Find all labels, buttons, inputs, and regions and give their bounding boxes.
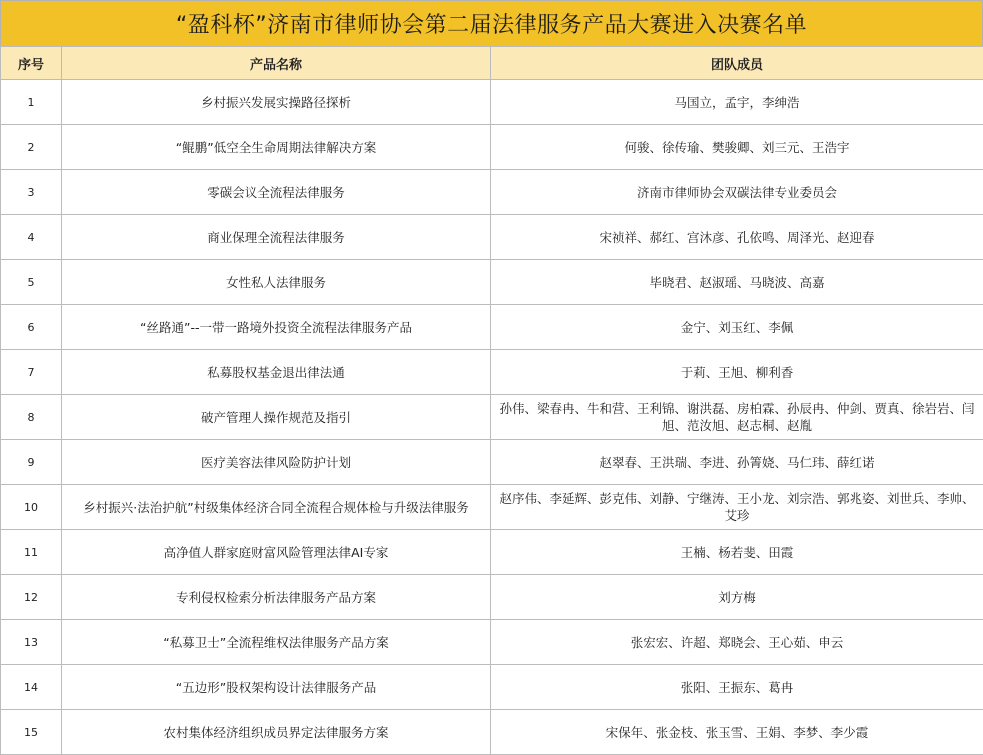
row-index[interactable]: 4 <box>1 215 62 260</box>
row-index[interactable]: 7 <box>1 350 62 395</box>
table-row <box>1 665 983 710</box>
product-name[interactable]: 零碳会议全流程法律服务 <box>62 170 491 215</box>
row-index[interactable]: 1 <box>1 80 62 125</box>
product-name[interactable]: 乡村振兴发展实操路径探析 <box>62 80 491 125</box>
table-row <box>1 125 983 170</box>
header-team-members[interactable]: 团队成员 <box>491 47 983 80</box>
product-name[interactable]: 商业保理全流程法律服务 <box>62 215 491 260</box>
table-row <box>1 260 983 305</box>
product-name[interactable]: “五边形”股权架构设计法律服务产品 <box>62 665 491 710</box>
table-row <box>1 80 983 125</box>
table-row <box>1 485 983 530</box>
product-name[interactable]: 高净值人群家庭财富风险管理法律AI专家 <box>62 530 491 575</box>
team-members[interactable]: 毕晓君、赵淑瑶、马晓波、高嘉 <box>491 260 983 305</box>
team-members[interactable]: 刘方梅 <box>491 575 983 620</box>
header-product-name[interactable]: 产品名称 <box>62 47 491 80</box>
table-row <box>1 170 983 215</box>
team-members[interactable]: 济南市律师协会双碳法律专业委员会 <box>491 170 983 215</box>
product-name[interactable]: 专利侵权检索分析法律服务产品方案 <box>62 575 491 620</box>
row-index[interactable]: 11 <box>1 530 62 575</box>
product-name[interactable]: 乡村振兴·法治护航”村级集体经济合同全流程合规体检与升级法律服务 <box>62 485 491 530</box>
team-members[interactable]: 张宏宏、许超、郑晓会、王心茹、申云 <box>491 620 983 665</box>
table-row <box>1 620 983 665</box>
team-members[interactable]: 何骏、徐传瑜、樊骏卿、刘三元、王浩宇 <box>491 125 983 170</box>
team-members[interactable]: 于莉、王旭、柳利香 <box>491 350 983 395</box>
row-index[interactable]: 3 <box>1 170 62 215</box>
table-row <box>1 530 983 575</box>
product-name[interactable]: “鲲鹏”低空全生命周期法律解决方案 <box>62 125 491 170</box>
product-name[interactable]: 女性私人法律服务 <box>62 260 491 305</box>
product-name[interactable]: “丝路通”--一带一路境外投资全流程法律服务产品 <box>62 305 491 350</box>
header-index[interactable]: 序号 <box>1 47 62 80</box>
team-members[interactable]: 孙伟、梁春冉、牛和营、王利锦、谢洪磊、房柏霖、孙辰冉、仲剑、贾真、徐岩岩、闫旭、范汝旭、赵志桐、赵胤 <box>491 395 983 440</box>
table-row <box>1 350 983 395</box>
row-index[interactable]: 12 <box>1 575 62 620</box>
row-index[interactable]: 13 <box>1 620 62 665</box>
product-name[interactable]: 破产管理人操作规范及指引 <box>62 395 491 440</box>
team-members[interactable]: 宋祯祥、郝红、宫沐彦、孔依鸣、周泽光、赵迎春 <box>491 215 983 260</box>
header-row <box>1 47 983 80</box>
team-members[interactable]: 张阳、王振东、葛冉 <box>491 665 983 710</box>
row-index[interactable]: 2 <box>1 125 62 170</box>
table-row <box>1 395 983 440</box>
sheet-title: “盈科杯”济南市律师协会第二届法律服务产品大赛进入决赛名单 <box>0 0 983 46</box>
table-row <box>1 440 983 485</box>
row-index[interactable]: 8 <box>1 395 62 440</box>
row-index[interactable]: 6 <box>1 305 62 350</box>
table-row <box>1 215 983 260</box>
product-name[interactable]: 医疗美容法律风险防护计划 <box>62 440 491 485</box>
row-index[interactable]: 9 <box>1 440 62 485</box>
table-row <box>1 305 983 350</box>
team-members[interactable]: 王楠、杨若斐、田霞 <box>491 530 983 575</box>
product-name[interactable]: “私募卫士”全流程维权法律服务产品方案 <box>62 620 491 665</box>
team-members[interactable]: 宋保年、张金枝、张玉雪、王娟、李梦、李少霞 <box>491 710 983 755</box>
row-index[interactable]: 15 <box>1 710 62 755</box>
row-index[interactable]: 5 <box>1 260 62 305</box>
table-row <box>1 575 983 620</box>
team-members[interactable]: 赵翠春、王洪瑞、李进、孙箐娆、马仁玮、薛红诺 <box>491 440 983 485</box>
team-members[interactable]: 马国立，孟宇，李绅浩 <box>491 80 983 125</box>
product-name[interactable]: 私募股权基金退出律法通 <box>62 350 491 395</box>
row-index[interactable]: 10 <box>1 485 62 530</box>
product-name[interactable]: 农村集体经济组织成员界定法律服务方案 <box>62 710 491 755</box>
team-members[interactable]: 金宁、刘玉红、李佩 <box>491 305 983 350</box>
row-index[interactable]: 14 <box>1 665 62 710</box>
finalists-table <box>0 46 983 755</box>
team-members[interactable]: 赵序伟、李延辉、彭克伟、刘静、宁继涛、王小龙、刘宗浩、郭兆姿、刘世兵、李帅、艾珍 <box>491 485 983 530</box>
